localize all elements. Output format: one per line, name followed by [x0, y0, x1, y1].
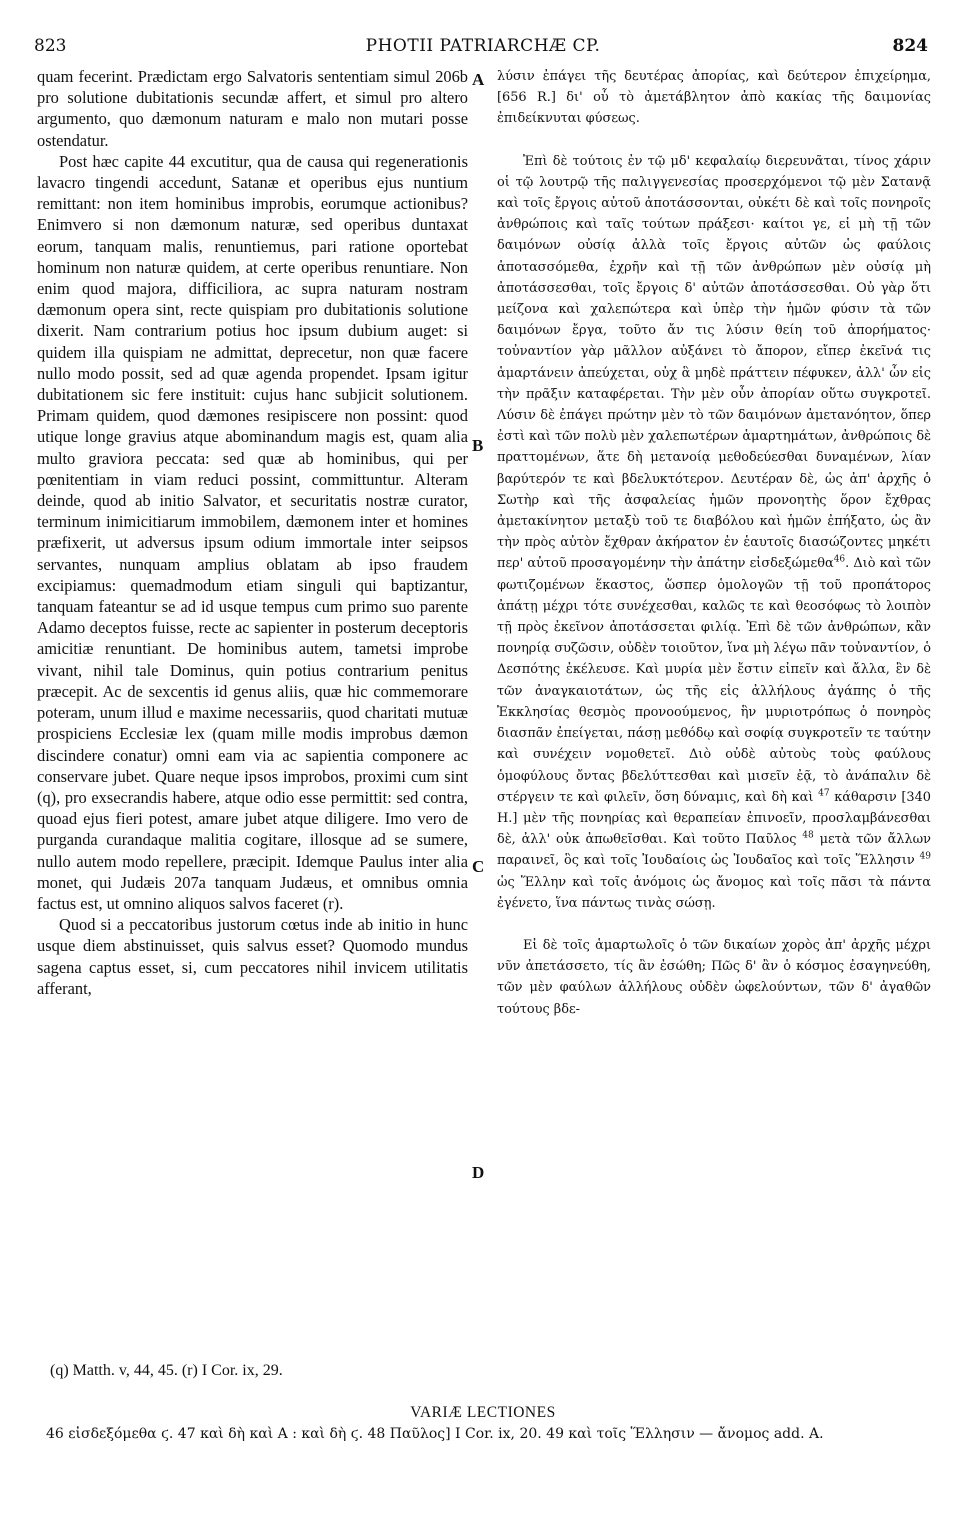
greek-paragraph-3: Εἰ δὲ τοῖς ἁμαρτωλοῖς ὁ τῶν δικαίων χορὸς ἀπ' ἀρχῆς μέχρι νῦν ἀπετάσσετο, τίς ἂν ἐσώθη; Πῶς δ' ἂν ὁ κόσμος ἐσαγηνεύθη, τῶν μὲν φαύλων ἀλλήλους οὐδὲν ὠφελούντων, τῶν δ' ἀγαθῶν τούτους βδε- [497, 937, 931, 1017]
variant-ref-48: 48 [802, 830, 814, 841]
page-number-left: 823 [34, 36, 67, 56]
greek-text-segment: κάθαρσιν [340 H.] μὲν τῆς πονηρίας καὶ θεραπείαν ἐπινοεῖν, προσλαμβάνεσθαι δὲ, ἀλλ' οὐκ ἀπωθεῖσθαι. Καὶ τοῦτο Παῦλος [497, 789, 931, 848]
greek-paragraph-1: λύσιν ἐπάγει τῆς δευτέρας ἀπορίας, καὶ δεύτερον ἐπιχείρημα, [656 R.] δι' οὗ τὸ ἀμετάβλητον ἀπὸ κακίας τῆς δαιμονίας ἐπιδείκνυται φύσεως. [497, 69, 931, 127]
margin-marker-a: A [472, 70, 485, 89]
latin-paragraph-2: Post hæc capite 44 excutitur, qua de causa qui regenerationis lavacro tingendi accedunt, Satanæ et operibus ejus nuntium remittant: non item hominibus improbis, eorumque actionibus? Enimvero si non dæmonum naturæ, sed operibus duntaxat eorum, tanquam malis, renuntiemus, pari ratione oportebat hominum non naturæ quidem, at certe operibus renuntiare. Non enim quod majora, difficiliora, ac supra naturam nostram dæmonum opera sint, recte quispiam pro dubitationis solutione dixerit. Nam contrarium potius hoc ipsum dubium auget: si quidem illa quispiam ne admittat, deprecetur, non quæ facere nullo modo possit, sed ad quæ agenda propendet. Ipsam igitur dubitationem sic fere instituit: cujus hanc subjicit solutionem. Primam quidem, quod dæmones resipiscere non possint: quod utique longe gravius atque abominandum magis est, quam alia multo graviora peccata: sed quæ ab hominibus, qui per pœnitentiam in viam reduci possint, committuntur. Alteram deinde, quod ab initio Salvator, et securitatis nostræ curator, terminum inimicitiarum immobilem, dæmonem inter et homines præfixerit, ut adversus ipsum odium immortale inter seipsos servantes, nunquam amplius oblatam ab ipso fraudem excipiamus: quemadmodum etiam singuli qui baptizantur, tanquam fateantur se ad id usque tempus cum primo suo parente Adamo deceptos fuisse, recte ac sapienter in posterum deceptoris amicitiæ renuntiant. De hominibus autem, tametsi improbe vivant, nihil tale Dominus, quin potius contrarium penitus præcepit. Ac de sexcentis id genus aliis, quæ hic commemorare poteram, unum illud e maxime necessariis, quod charitati mutuæ prospiciens Ecclesiæ lex (quam mille modis improbus dæmon discindere conatur) omni eam via ac sapientia componere ac conservare jubet. Quare neque ipsos improbos, proximi cum sint (q), pro exsecrandis habere, atque odio esse permittit: sed contra, quoad ejus fieri potest, amare jubet atque diligere. Imo vero de purganda curandaque malitia cogitare, illosque ad se sumere, nullo autem modo repellere, præcipit. Idemque Paulus inter alia monet, qui Judæis 207a tanquam Judæus, et omnibus omnia factus est, ut omnino aliquos salvos faceret (r). [37, 151, 468, 913]
variant-ref-46: 46 [833, 555, 846, 566]
variant-ref-49: 49 [919, 852, 931, 863]
latin-paragraph-1: quam fecerint. Prædictam ergo Salvatoris sententiam simul 206b pro solutione dubitationis secundæ affert, et simul pro altero argumento, quo dæmonum naturam e malo non mutari posse ostendatur. [37, 67, 468, 150]
page-number-right: 824 [892, 36, 928, 56]
greek-text-segment: . Διὸ καὶ τῶν φωτιζομένων ἕκαστος, ὥσπερ ὁμολογῶν τῇ τοῦ προπάτορος ἀπάτῃ μέχρι τότε συνέχεσθαι, καλῶς τε καὶ θεοσόφως τὸ λοιπὸν τῇ πρὸς ἐκεῖνον ἀποτάσσεται φιλίᾳ. Ἐπὶ δὲ τῶν ἀνθρώπων, κἂν πονηρίᾳ συζῶσιν, οὐδὲν τοιοῦτον, ἵνα μὴ λέγω πᾶν τοὐναντίον, ὁ Δεσπότης ἐκέλευσε. Καὶ μυρία μὲν ἔστιν εἰπεῖν καὶ ἄλλα, ἓν δὲ τῶν ἀναγκαιοτάτων, ὡς τῆς εἰς ἀλλήλους ἀγάπης ὁ τῆς Ἐκκλησίας θεσμὸς προνοούμενος, ἣν μυριοτρόπως ὁ πονηρὸς διασπᾶν ἐπείγεται, πάσῃ μεθόδῳ καὶ σοφίᾳ συγκροτεῖν τε ταύτην καὶ συνέχειν νομοθετεῖ. Διὸ οὐδὲ αὐτοὺς τοὺς φαύλους ὁμοφύλους ὄντας βδελύττεσθαι καὶ μισεῖν ἐᾷ, τὸ ἀνάπαλιν δὲ στέργειν τε καὶ φιλεῖν, ὅση δύναμις, καὶ δὴ καὶ [497, 556, 932, 805]
margin-marker-d: D [472, 1163, 485, 1182]
running-title: PHOTII PATRIARCHÆ CP. [365, 36, 601, 56]
latin-column [37, 66, 468, 999]
greek-text-segment: ὡς Ἕλλην καὶ τοῖς ἀνόμοις ὡς ἄνομος καὶ τοῖς πᾶσι τὰ πάντα ἐγένετο, ἵνα πάντως τινὰς σώσῃ. [497, 874, 931, 911]
greek-column [497, 66, 931, 1020]
variant-ref-47: 47 [818, 788, 830, 799]
variae-lectiones-title: VARIÆ LECTIONES [410, 1404, 556, 1421]
greek-text-segment: μετὰ τῶν ἄλλων παραινεῖ, ὃς καὶ τοῖς Ἰουδαίοις ὡς Ἰουδαῖος καὶ τοῖς Ἕλλησιν [497, 832, 931, 869]
variae-lectiones-text: 46 εἰσδεξόμεθα ϛ. 47 καὶ δὴ καὶ A : καὶ δὴ ϛ. 48 Παῦλος] I Cor. ix, 20. 49 καὶ τοῖς Ἕλλησιν — ἄνομος add. A. [46, 1426, 824, 1442]
latin-paragraph-3: Quod si a peccatoribus justorum cœtus inde ab initio in hunc usque diem abstinuisset, quis salvus esset? Quomodo mundus sagena captus esset, si, cum peccatores nihil invicem utilitatis afferant, [37, 915, 468, 998]
page-header [0, 36, 966, 64]
margin-marker-b: B [472, 436, 484, 455]
greek-text-segment: Ἐπὶ δὲ τούτοις ἐν τῷ μδ' κεφαλαίῳ διερευνᾶται, τίνος χάριν οἱ τῷ λουτρῷ τῆς παλιγγενεσίας προσερχόμενοι τῷ μὲν Σατανᾷ καὶ τοῖς ἔργοις αὐτοῦ ἀποτάσσονται, οὐκέτι δὲ καὶ τοῖς πονηροῖς ἀνθρώποις καὶ ταῖς τούτων πράξεσι· καίτοι γε, εἰ μὴ τῇ τῶν δαιμόνων οὐσίᾳ ἀλλὰ τοῖς ἔργοις αὐτῶν ὡς φαύλοις ἀποτασσόμεθα, ἐχρῆν καὶ τῇ τῶν ἀνθρώπων μὲν οὐσίᾳ μὴ ἀποτάσσεσθαι, τοῖς ἔργοις δ' αὐτῶν ἀποτάσσεσθαι. Οὐ γὰρ ὅτι μείζονα καὶ χαλεπώτερα καὶ ὑπὲρ τὴν ἡμῶν φύσιν τὰ τῶν δαιμόνων ἔργα, τοῦτο ἄν τις λύσιν θείη τοῦ ἀπορήματος· τοὐναντίον γὰρ μᾶλλον αὐξάνει τὸ ἄπορον, εἴπερ ἐκεῖνά τις ἁμαρτάνειν ἀπεύχεται, οὐχ ἃ μηδὲ πράττειν πέφυκεν, ἀλλ' ὧν εἰς τὴν πρᾶξιν καταφέρεται. Τὴν μὲν οὖν ἀπορίαν οὕτω συγκροτεῖ. Λύσιν δὲ ἐπάγει πρώτην μὲν τὸ τῶν δαιμόνων ἀμετανόητον, ὅπερ ἐστὶ καὶ τῶν πολὺ μὲν χαλεπωτέρων ἁμαρτημάτων, ἀνθρώποις δὲ πραττομένων, ἅτε δὴ μετανοίᾳ μεθοδεύεσθαι δυναμένων, λίαν βαρύτερόν τε καὶ βδελυκτότερον. Δευτέραν δὲ, ὡς ἀπ' ἀρχῆς ὁ Σωτὴρ καὶ τῆς ἀσφαλείας ἡμῶν προνοητὴς ὅρον ἔχθρας ἀμετακίνητον μεταξὺ τοῦ τε διαβόλου καὶ ἡμῶν ἐπήξατο, ὡς ἂν τὴν πρὸς αὐτὸν ἔχθραν ἀκήρατον ἐν ἑαυτοῖς διασώζοντες μηκέτι περ' αὐτοῦ προσαγομένην τὴν ἀπάτην εἰσδεξώμεθα [497, 153, 931, 572]
greek-paragraph-2 [497, 151, 931, 914]
footnote: (q) Matth. v, 44, 45. (r) I Cor. ix, 29. [50, 1362, 283, 1379]
margin-marker-c: C [472, 857, 485, 876]
